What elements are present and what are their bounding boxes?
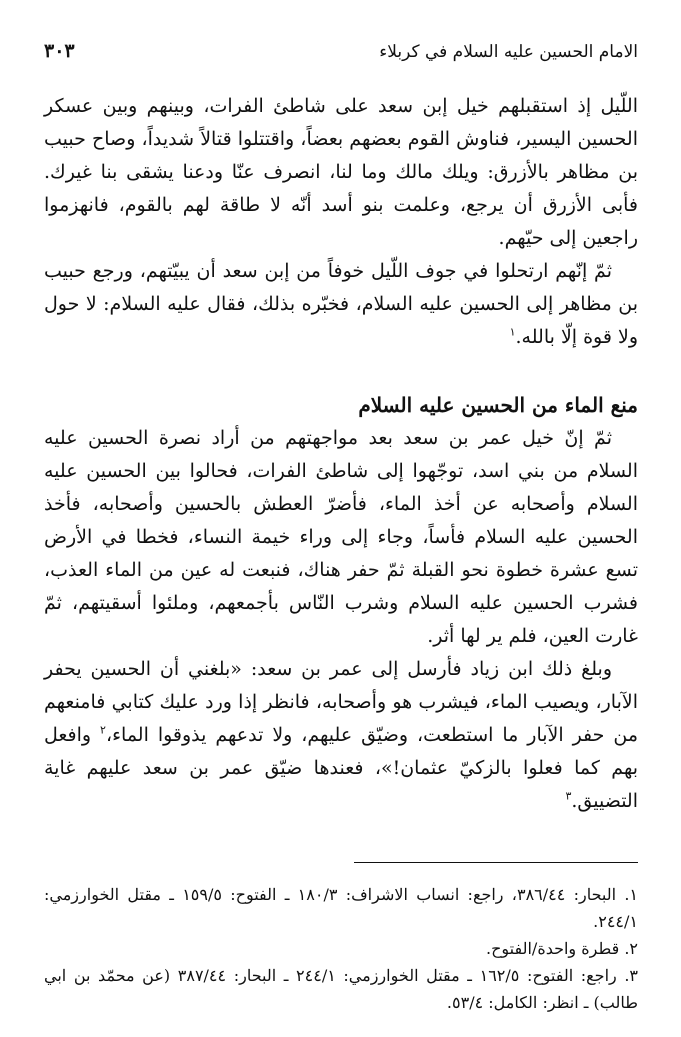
footnote-3: ٣. راجع: الفتوح: ١٦٢/٥ ـ مقتل الخوارزمي: ٢٤٤/١ ـ البحار: ٣٨٧/٤٤ (عن محمّد بن ابي طالب) ـ انظر: الكامل: ٥٣/٤. [44,966,639,1012]
footnote-ref-1: ١ [509,325,516,339]
footnote-ref-2: ٢ [100,723,106,737]
section-gap [44,354,638,388]
section-heading: منع الماء من الحسين عليه السلام [358,393,638,417]
footnote-2: ٢. قطرة واحدة/الفتوح. [486,939,638,958]
paragraph-2-text: ثمّ إنّهم ارتحلوا في جوف اللّيل خوفاً من إبن سعد أن يبيّتهم، ورجع حبيب بن مظاهر إلى الحسين عليه السلام، فخبّره بذلك، فقال عليه السلام: لا حول ولا قوة إلّا بالله. [44,260,638,348]
paragraph-1: اللّيل إذ استقبلهم خيل إبن سعد على شاطئ الفرات، وبينهم وبين عسكر الحسين اليسير، فناوش القوم بعضهم بعضاً، واقتتلوا قتالاً شديداً، وصاح حبيب بن مظاهر بالأزرق: ويلك مالك وما لنا، انصرف عنّا ودعنا يشقى بنا غيرك. فأبى الأزرق أن يرجع، وعلمت بنو أسد أنّه لا طاقة لهم بالقوم، فانهزموا راجعين إلى حيّهم. [44,95,638,249]
book-page [44,40,638,1016]
paragraph-2 [44,255,638,354]
paragraph-3: ثمّ إنّ خيل عمر بن سعد بعد مواجهتهم من أراد نصرة الحسين عليه السلام من بني اسد، توجّهوا إلى شاطئ الفرات، فحالوا بين الحسين عليه السلام وأصحابه عن أخذ الماء، فأضرّ العطش بالحسين وأصحابه، فأخذ الحسين عليه السلام فأساً، وجاء إلى وراء خيمة النساء، فخطا في الأرض تسع عشرة خطوة نحو القبلة ثمّ حفر هناك، فنبعت له عين من الماء العذب، فشرب الحسين عليه السلام وشرب النّاس بأجمعهم، وملئوا أسقيتهم، ثمّ غارت العين، فلم ير لها أثر. [44,427,638,647]
paragraph-4-text-b: وافعل بهم كما فعلوا بالزكيّ عثمان!»، فعندها ضيّق عمر بن سعد عليهم غاية التضييق. [44,724,638,812]
paragraph-4-text-a: وبلغ ذلك ابن زياد فأرسل إلى عمر بن سعد: «بلغني أن الحسين يحفر الآبار، ويصيب الماء، فيشرب هو وأصحابه، فانظر إذا ورد عليك كتابي فامنعهم من حفر الآبار ما استطعت، وضيّق عليهم، ولا تدعهم يذوقوا الماء، [44,658,639,746]
footnote-rule [354,862,638,863]
paragraph-4 [44,653,638,818]
footnote-1: ١. البحار: ٣٨٦/٤٤، راجع: انساب الاشراف: ١٨٠/٣ ـ الفتوح: ١٥٩/٥ ـ مقتل الخوارزمي: ٢٤٤/١. [44,885,639,931]
footnote-ref-3: ٣ [565,789,572,803]
running-title: الامام الحسين عليه السلام في كربلاء [379,42,638,62]
running-head [44,40,638,74]
page-number: ٣٠٣ [44,40,75,62]
